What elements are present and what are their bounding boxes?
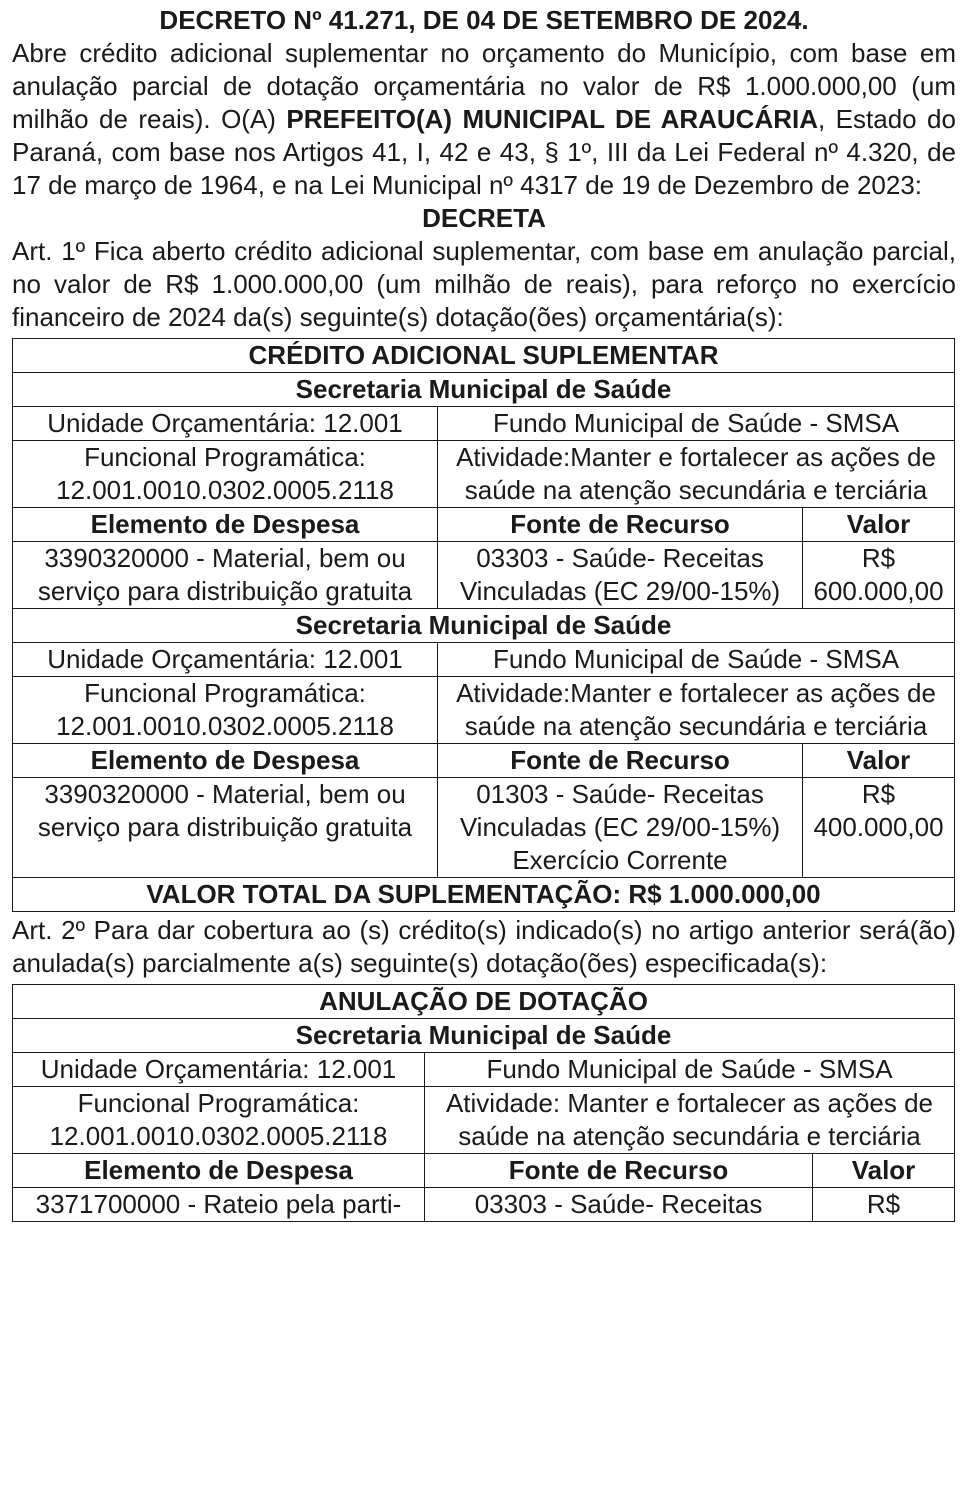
credito-2-unidade: Unidade Orçamentária: 12.001 [13, 643, 438, 677]
credito-2-funcional [13, 677, 438, 744]
credito-1-valor: R$ 600.000,00 [803, 542, 955, 609]
credito-1-funcional [13, 441, 438, 508]
anulacao-funcional-label: Funcional Programática: [77, 1088, 360, 1118]
credito-title: CRÉDITO ADICIONAL SUPLEMENTAR [13, 339, 955, 373]
credito-1-funcional-label: Funcional Programática: [84, 442, 366, 472]
decreta-heading: DECRETA [422, 203, 546, 233]
credito-2-header-fonte: Fonte de Recurso [438, 744, 803, 778]
anulacao-funcional-code: 12.001.0010.0302.0005.2118 [49, 1121, 388, 1151]
credito-1-secretaria: Secretaria Municipal de Saúde [13, 373, 955, 407]
credito-1-elemento: 3390320000 - Material, bem ou serviço para distribuição gratuita [13, 542, 438, 609]
credito-1-unidade: Unidade Orçamentária: 12.001 [13, 407, 438, 441]
anulacao-secretaria: Secretaria Municipal de Saúde [13, 1019, 955, 1053]
credito-2-fundo: Fundo Municipal de Saúde - SMSA [438, 643, 955, 677]
credito-total: VALOR TOTAL DA SUPLEMENTAÇÃO: R$ 1.000.000,00 [13, 878, 955, 912]
credito-1-fonte: 03303 - Saúde- Receitas Vinculadas (EC 29/00-15%) [438, 542, 803, 609]
credito-1-funcional-code: 12.001.0010.0302.0005.2118 [56, 475, 394, 505]
credito-2-header-elemento: Elemento de Despesa [13, 744, 438, 778]
preamble-text-2: , Estado do Paraná, com base nos Artigos 41, I, 42 e 43, § 1º, III da Lei Federal nº 4.320, de 17 de março de 1964, e na Lei Municipal nº 4317 de 19 de Dezembro de 2023: [12, 104, 956, 200]
credito-1-atividade: Atividade:Manter e fortalecer as ações de saúde na atenção secundária e terciária [438, 441, 955, 508]
anulacao-atividade: Atividade: Manter e fortalecer as ações de saúde na atenção secundária e terciária [425, 1087, 955, 1154]
preamble [12, 37, 956, 202]
anulacao-fundo: Fundo Municipal de Saúde - SMSA [425, 1053, 955, 1087]
article-1: Art. 1º Fica aberto crédito adicional suplementar, com base em anulação parcial, no valor de R$ 1.000.000,00 (um milhão de reais), para reforço no exercício financeiro de 2024 da(s) seguinte(s) dotação(ões) orçamentária(s): [12, 236, 956, 332]
decree-title: DECRETO Nº 41.271, DE 04 DE SETEMBRO DE 2024. [159, 5, 809, 35]
article-2: Art. 2º Para dar cobertura ao (s) crédito(s) indicado(s) no artigo anterior será(ão) anulada(s) parcialmente a(s) seguinte(s) dotação(ões) especificada(s): [12, 915, 956, 978]
anulacao-funcional [13, 1087, 425, 1154]
credito-2-funcional-code: 12.001.0010.0302.0005.2118 [56, 711, 394, 741]
anulacao-header-fonte: Fonte de Recurso [425, 1154, 813, 1188]
anulacao-elemento: 3371700000 - Rateio pela parti- [13, 1188, 425, 1222]
credito-2-header-valor: Valor [803, 744, 955, 778]
credito-table [12, 338, 955, 912]
credito-2-funcional-label: Funcional Programática: [84, 678, 366, 708]
preamble-authority: PREFEITO(A) MUNICIPAL DE ARAUCÁRIA [286, 104, 818, 134]
credito-2-secretaria: Secretaria Municipal de Saúde [13, 609, 955, 643]
anulacao-header-valor: Valor [813, 1154, 955, 1188]
credito-2-elemento: 3390320000 - Material, bem ou serviço para distribuição gratuita [13, 778, 438, 878]
anulacao-title: ANULAÇÃO DE DOTAÇÃO [13, 985, 955, 1019]
anulacao-table [12, 984, 955, 1222]
credito-1-header-valor: Valor [803, 508, 955, 542]
credito-2-atividade: Atividade:Manter e fortalecer as ações de saúde na atenção secundária e terciária [438, 677, 955, 744]
preamble-text-1: Abre crédito adicional suplementar no orçamento do Município, com base em anulação parcial de dotação orçamentária no valor de R$ 1.000.000,00 (um milhão de reais). O(A) [12, 38, 956, 134]
anulacao-fonte: 03303 - Saúde- Receitas [425, 1188, 813, 1222]
anulacao-valor: R$ [813, 1188, 955, 1222]
credito-1-header-fonte: Fonte de Recurso [438, 508, 803, 542]
credito-2-valor: R$ 400.000,00 [803, 778, 955, 878]
anulacao-unidade: Unidade Orçamentária: 12.001 [13, 1053, 425, 1087]
anulacao-header-elemento: Elemento de Despesa [13, 1154, 425, 1188]
credito-1-header-elemento: Elemento de Despesa [13, 508, 438, 542]
credito-2-fonte: 01303 - Saúde- Receitas Vinculadas (EC 29/00-15%) Exercício Corrente [438, 778, 803, 878]
credito-1-fundo: Fundo Municipal de Saúde - SMSA [438, 407, 955, 441]
